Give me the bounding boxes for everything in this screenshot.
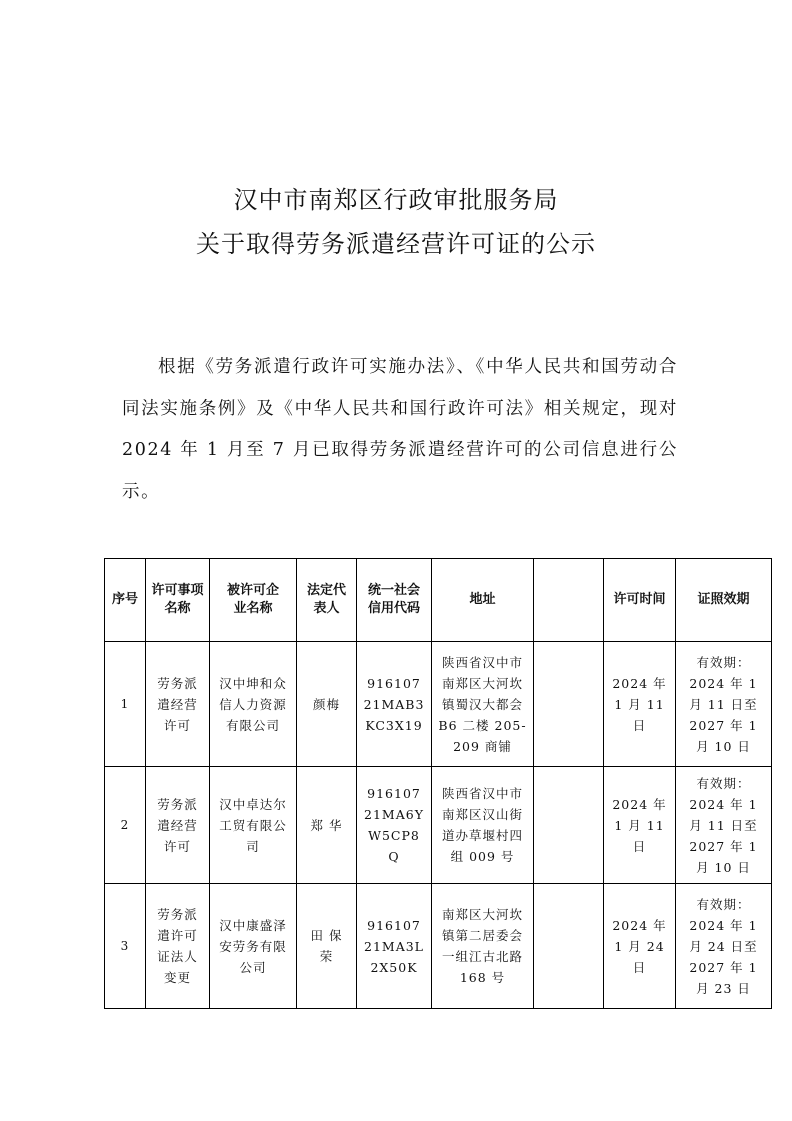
cell-address: 陕西省汉中市南郑区汉山街道办草堰村四组 009 号 xyxy=(432,767,534,884)
cell-validity: 有效期：2024 年 1 月 24 日至 2027 年 1 月 23 日 xyxy=(676,884,772,1009)
header-address: 地址 xyxy=(432,559,534,642)
cell-blank xyxy=(534,642,604,767)
cell-permit-time: 2024 年 1 月 11 日 xyxy=(604,767,676,884)
cell-seq: 2 xyxy=(105,767,146,884)
cell-blank xyxy=(534,884,604,1009)
cell-validity: 有效期：2024 年 1 月 11 日至 2027 年 1 月 10 日 xyxy=(676,642,772,767)
table-row xyxy=(105,642,772,767)
cell-credit-code: 91610721MA3L2X50K xyxy=(357,884,432,1009)
cell-company: 汉中卓达尔工贸有限公司 xyxy=(210,767,297,884)
cell-address: 陕西省汉中市南郑区大河坎镇蜀汉大都会 B6 二楼 205-209 商铺 xyxy=(432,642,534,767)
notice-paragraph: 根据《劳务派遣行政许可实施办法》、《中华人民共和国劳动合同法实施条例》及《中华人民共和国行政许可法》相关规定，现对 2024 年 1 月至 7 月已取得劳务派遣经营许可的公司信息进行公示。 xyxy=(122,357,678,502)
cell-validity: 有效期：2024 年 1 月 11 日至 2027 年 1 月 10 日 xyxy=(676,767,772,884)
header-permit-item: 许可事项名称 xyxy=(146,559,210,642)
cell-company: 汉中坤和众信人力资源有限公司 xyxy=(210,642,297,767)
cell-permit-time: 2024 年 1 月 24 日 xyxy=(604,884,676,1009)
cell-company: 汉中康盛泽安劳务有限公司 xyxy=(210,884,297,1009)
header-legal-rep: 法定代表人 xyxy=(297,559,357,642)
header-blank xyxy=(534,559,604,642)
header-company: 被许可企业名称 xyxy=(210,559,297,642)
cell-permit-item: 劳务派遣许可证法人变更 xyxy=(146,884,210,1009)
header-credit-code: 统一社会信用代码 xyxy=(357,559,432,642)
cell-credit-code: 91610721MAB3KC3X19 xyxy=(357,642,432,767)
cell-legal-rep: 颜梅 xyxy=(297,642,357,767)
document-title-line-1: 汉中市南郑区行政审批服务局 xyxy=(233,186,559,214)
cell-credit-code: 91610721MA6YW5CP8Q xyxy=(357,767,432,884)
cell-legal-rep: 田 保 荣 xyxy=(297,884,357,1009)
permit-table xyxy=(104,558,772,1009)
table-header-row xyxy=(105,559,772,642)
cell-legal-rep: 郑 华 xyxy=(297,767,357,884)
header-permit-time: 许可时间 xyxy=(604,559,676,642)
cell-permit-time: 2024 年 1 月 11 日 xyxy=(604,642,676,767)
cell-permit-item: 劳务派遣经营许可 xyxy=(146,642,210,767)
cell-permit-item: 劳务派遣经营许可 xyxy=(146,767,210,884)
table-row xyxy=(105,884,772,1009)
header-validity: 证照效期 xyxy=(676,559,772,642)
cell-blank xyxy=(534,767,604,884)
table-row xyxy=(105,767,772,884)
cell-seq: 1 xyxy=(105,642,146,767)
cell-seq: 3 xyxy=(105,884,146,1009)
header-seq: 序号 xyxy=(105,559,146,642)
cell-address: 南郑区大河坎镇第二居委会一组江古北路 168 号 xyxy=(432,884,534,1009)
document-title-line-2: 关于取得劳务派遣经营许可证的公示 xyxy=(196,230,596,258)
